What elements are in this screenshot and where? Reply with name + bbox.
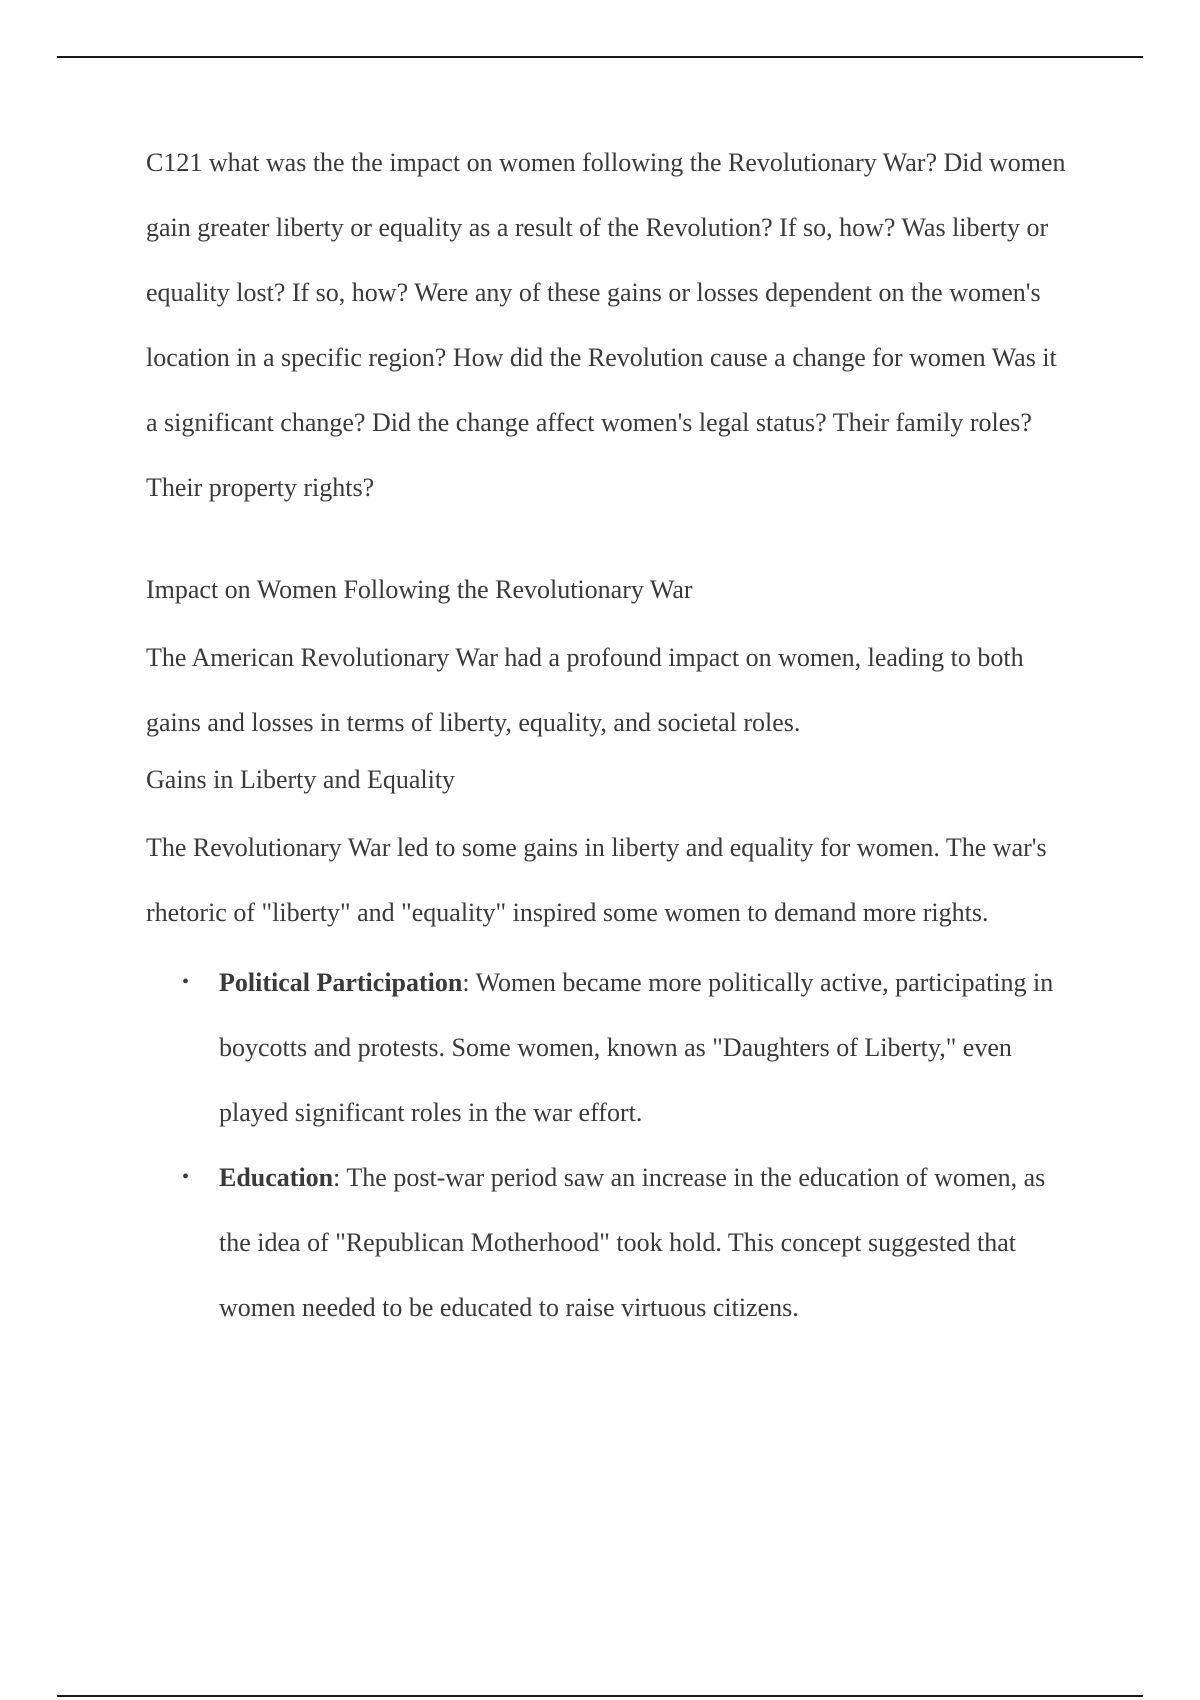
document-title: Impact on Women Following the Revolutionary War	[146, 575, 693, 604]
section-heading: Gains in Liberty and Equality	[146, 765, 456, 794]
question-text: C121 what was the the impact on women following the Revolutionary War? Did women gain greater liberty or equality as a result of the Revolution? If so, how? Was liberty or equality lost? If so, how? Were any of these gains or losses dependent on the women's location in a specific region? How did the Revolution cause a change for women Was it a significant change? Did the change affect women's legal status? Their family roles? Their property rights?	[146, 148, 1066, 502]
spacer	[146, 520, 1066, 570]
bullet-text: : Women became more politically active, participating in boycotts and protests. Some women, known as "Daughters of Liberty," even played significant roles in the war effort.	[219, 968, 1054, 1127]
list-item	[146, 1145, 1066, 1340]
bullet-icon: •	[182, 1166, 190, 1188]
top-rule	[57, 56, 1143, 58]
bullet-list	[146, 950, 1066, 1340]
document-body	[146, 130, 1066, 1340]
bullet-term: Education	[219, 1163, 334, 1192]
intro-paragraph: The American Revolutionary War had a profound impact on women, leading to both gains and losses in terms of liberty, equality, and societal roles.	[146, 643, 1024, 737]
bullet-icon: •	[182, 971, 190, 993]
bottom-rule	[57, 1695, 1143, 1697]
list-item	[146, 950, 1066, 1145]
bullet-text: : The post-war period saw an increase in the education of women, as the idea of "Republican Motherhood" took hold. This concept suggested that women needed to be educated to raise virtuous citizens.	[219, 1163, 1046, 1322]
section-paragraph: The Revolutionary War led to some gains in liberty and equality for women. The war's rhetoric of "liberty" and "equality" inspired some women to demand more rights.	[146, 833, 1047, 927]
bullet-term: Political Participation	[219, 968, 463, 997]
